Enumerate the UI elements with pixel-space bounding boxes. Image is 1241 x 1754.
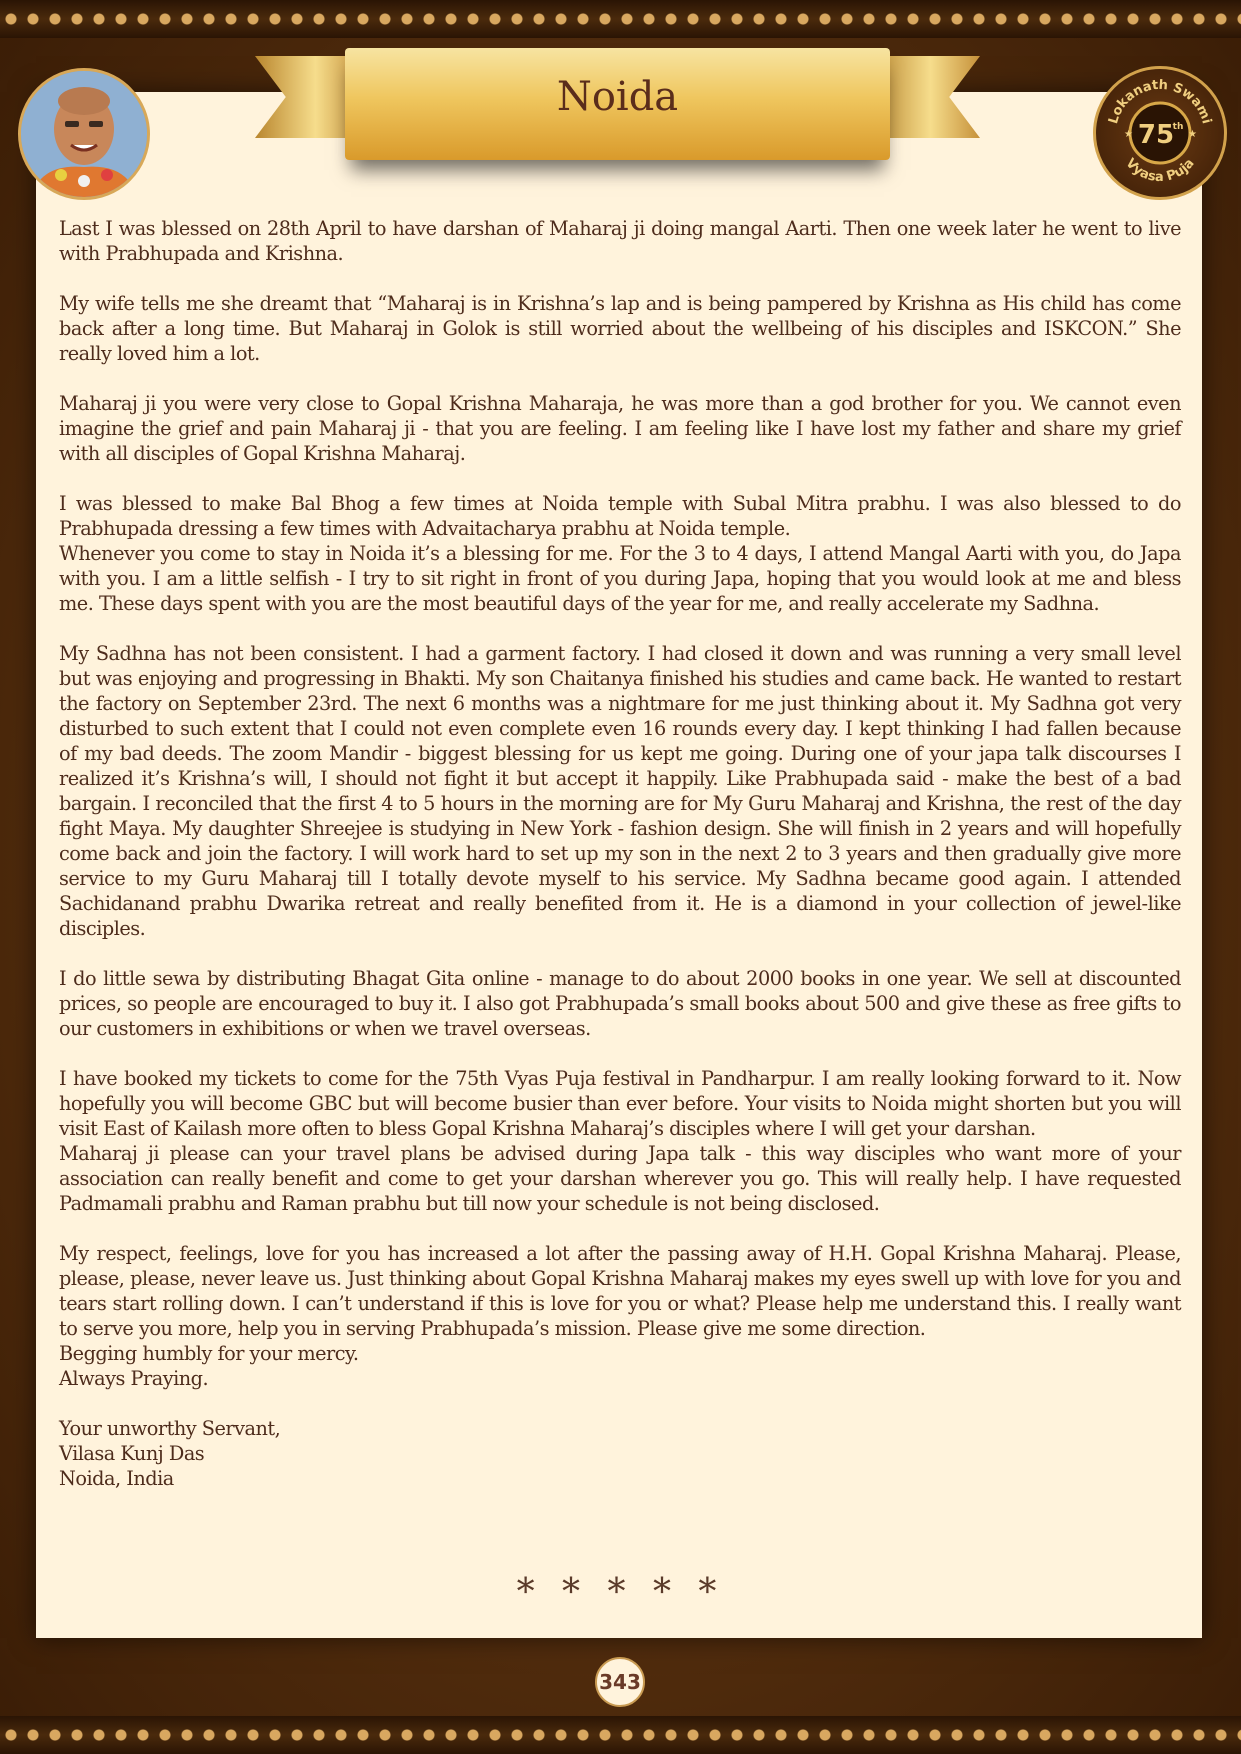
- paragraph: My wife tells me she dreamt that “Maharaj is in Krishna’s lap and is being pampered by Krishna as His child has come back after a long time. But Maharaj in Golok is still worried about the wellbeing of his disciples and ISKCON.” She really loved him a lot.: [59, 292, 1181, 365]
- signature-closing: Your unworthy Servant,: [59, 1417, 281, 1440]
- paragraph: My Sadhna has not been consistent. I had a garment factory. I had closed it down and was running a very small level but was enjoying and progressing in Bhakti. My son Chaitanya finished his studies and came back. He wanted to restart the factory on September 23rd. The next 6 months was a nightmare for me just thinking about it. My Sadhna got very disturbed to such extent that I could not even complete even 16 rounds every day. I kept thinking I had fallen because of my bad deeds. The zoom Mandir - biggest blessing for us kept me going. During one of your japa talk discourses I realized it’s Krishna’s will, I should not fight it but accept it happily. Like Prabhupada said - make the best of a bad bargain. I reconciled that the first 4 to 5 hours in the morning are for My Guru Maharaj and Krishna, the rest of the day fight Maya. My daughter Shreejee is studying in New York - fashion design. She will finish in 2 years and will hopefully come back and join the factory. I will work hard to set up my son in the next 2 to 3 years and then gradually give more service to my Guru Maharaj till I totally devote myself to his service. My Sadhna became good again. I attended Sachidanand prabhu Dwarika retreat and really benefited from it. He is a diamond in your collection of jewel-like disciples.: [59, 642, 1181, 940]
- paragraph: I have booked my tickets to come for the 75th Vyas Puja festival in Pandharpur. I am really looking forward to it. Now hopefully you will become GBC but will become busier than ever before. Your visits to Noida might shorten but you will visit East of Kailash more often to bless Gopal Krishna Maharaj’s disciples where I will get your darshan.: [59, 1067, 1181, 1140]
- title-ribbon: [255, 48, 980, 168]
- paragraph: Whenever you come to stay in Noida it’s a blessing for me. For the 3 to 4 days, I attend Mangal Aarti with you, do Japa with you. I am a little selfish - I try to sit right in front of you during Japa, hoping that you would look at me and bless me. These days spent with you are the most beautiful days of the year for me, and really accelerate my Sadhna.: [59, 542, 1181, 615]
- seal-bottom-text: Vyasa Puja: [1122, 155, 1198, 186]
- seal-suffix: th: [1172, 122, 1184, 132]
- paragraph: I do little sewa by distributing Bhagat Gita online - manage to do about 2000 books in one year. We sell at discounted prices, so people are encouraged to buy it. I also got Prabhupada’s small books about 500 and give these as free gifts to our customers in exhibitions or when we travel overseas.: [59, 967, 1181, 1040]
- paragraph: Maharaj ji please can your travel plans be advised during Japa talk - this way disciples who want more of your association can really benefit and come to get your darshan wherever you go. This will really help. I have requested Padmamali prabhu and Raman prabhu but till now your schedule is not being disclosed.: [59, 1142, 1181, 1215]
- seal-star-left: ★: [1124, 129, 1133, 140]
- signature-place: Noida, India: [59, 1467, 174, 1490]
- paragraph: My respect, feelings, love for you has increased a lot after the passing away of H.H. Gopal Krishna Maharaj. Please, please, please, never leave us. Just thinking about Gopal Krishna Maharaj makes my eyes swell up with love for you and tears start rolling down. I can’t understand if this is love for you or what? Please help me understand this. I really want to serve you more, help you in serving Prabhupada’s mission. Please give me some direction.: [59, 1242, 1181, 1340]
- seal-number: 75: [1137, 120, 1175, 150]
- page-number: 343: [595, 1657, 645, 1707]
- signature-name: Vilasa Kunj Das: [59, 1442, 205, 1465]
- paragraph: I was blessed to make Bal Bhog a few times at Noida temple with Subal Mitra prabhu. I was also blessed to do Prabhupada dressing a few times with Advaitacharya prabhu at Noida temple.: [59, 492, 1181, 540]
- paragraph: Always Praying.: [59, 1367, 209, 1390]
- paragraph: Last I was blessed on 28th April to have darshan of Maharaj ji doing mangal Aarti. Then one week later he went to live with Prabhupada and Krishna.: [59, 217, 1181, 265]
- seal-star-right: ★: [1188, 129, 1197, 140]
- paragraph: Maharaj ji you were very close to Gopal Krishna Maharaja, he was more than a god brother for you. We cannot even imagine the grief and pain Maharaj ji - that you are feeling. I am feeling like I have lost my father and share my grief with all disciples of Gopal Krishna Maharaj.: [59, 392, 1181, 465]
- letter-body: [59, 216, 1181, 1491]
- page-title: Noida: [556, 74, 679, 120]
- seal-top-text: Lokanath Swami: [1106, 77, 1214, 126]
- paragraph: Begging humbly for your mercy.: [59, 1342, 359, 1365]
- divider-stars: * * * * *: [516, 1572, 725, 1613]
- vyasa-puja-seal: [1093, 66, 1227, 200]
- decorative-bottom-border: [0, 1716, 1241, 1754]
- decorative-top-border: [0, 0, 1241, 38]
- ribbon-banner: [345, 48, 890, 160]
- avatar: [18, 68, 150, 200]
- portrait-icon: [21, 71, 147, 197]
- seal-icon: [1096, 69, 1224, 197]
